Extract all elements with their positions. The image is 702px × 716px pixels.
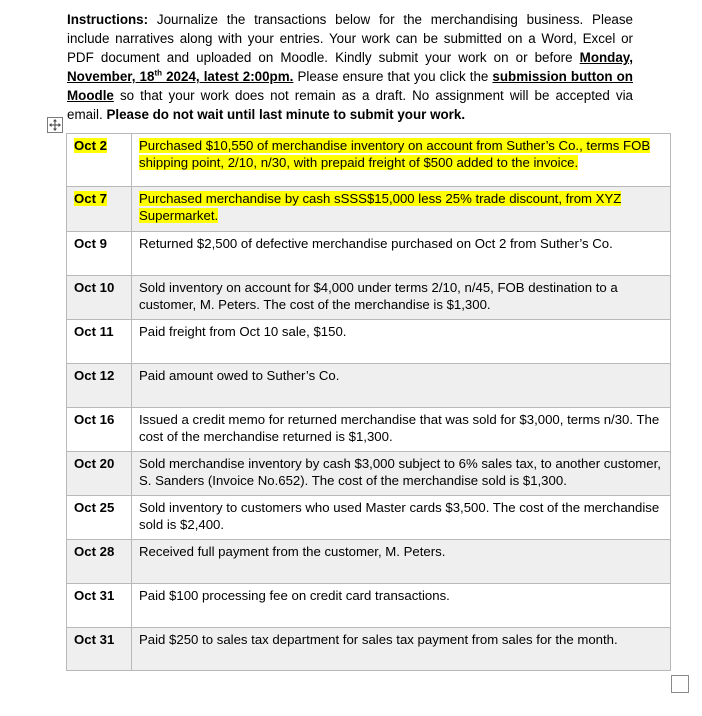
transaction-description	[132, 232, 671, 276]
transaction-description-text: Issued a credit memo for returned merchandise that was sold for $3,000, terms n/30. The cost of the merchandise returned is $1,300.	[139, 412, 660, 444]
transaction-row	[67, 584, 671, 628]
transaction-description	[132, 628, 671, 671]
transaction-description-text: Sold inventory to customers who used Master cards $3,500. The cost of the merchandise sold is $2,400.	[139, 500, 660, 532]
transaction-description	[132, 320, 671, 364]
transaction-row	[67, 187, 671, 232]
move-arrows-icon	[48, 118, 62, 132]
transaction-date	[67, 187, 132, 232]
transaction-description	[132, 276, 671, 320]
transaction-date-text: Oct 12	[74, 368, 115, 383]
transaction-description	[132, 187, 671, 232]
transaction-row	[67, 232, 671, 276]
transaction-row	[67, 320, 671, 364]
transaction-description	[132, 364, 671, 408]
transaction-date	[67, 452, 132, 496]
transaction-description-text: Sold merchandise inventory by cash $3,000 subject to 6% sales tax, to another customer, S. Sanders (Invoice No.652). The cost of the merchandise sold is $1,300.	[139, 456, 661, 488]
transaction-description-text: Paid $100 processing fee on credit card transactions.	[139, 588, 450, 603]
transactions-table	[66, 133, 671, 671]
transaction-row	[67, 452, 671, 496]
deadline-suffix: th	[154, 68, 163, 78]
transaction-description-text: Purchased $10,550 of merchandise inventory on account from Suther’s Co., terms FOB shipping point, 2/10, n/30, with prepaid freight of $500 added to the invoice.	[139, 138, 651, 170]
table-resize-icon[interactable]	[671, 675, 689, 693]
transaction-description-text: Paid freight from Oct 10 sale, $150.	[139, 324, 347, 339]
deadline-rest: 2024, latest 2:00pm.	[162, 69, 294, 84]
transaction-description-text: Paid amount owed to Suther’s Co.	[139, 368, 340, 383]
transaction-description	[132, 452, 671, 496]
transaction-date-text: Oct 11	[74, 324, 114, 339]
transaction-row	[67, 628, 671, 671]
instructions-text	[67, 10, 633, 124]
transaction-description-text: Paid $250 to sales tax department for sales tax payment from sales for the month.	[139, 632, 618, 647]
transaction-date-text: Oct 10	[74, 280, 115, 295]
deadline-day: Monday, November, 18	[67, 50, 633, 84]
transaction-description	[132, 134, 671, 187]
instructions-text-2: Please ensure that you click the	[293, 69, 493, 84]
transaction-date	[67, 364, 132, 408]
transaction-date	[67, 320, 132, 364]
transaction-date-text: Oct 28	[74, 544, 115, 559]
transaction-date-text: Oct 7	[74, 191, 107, 206]
transaction-description	[132, 540, 671, 584]
transaction-description-text: Returned $2,500 of defective merchandise purchased on Oct 2 from Suther’s Co.	[139, 236, 613, 251]
warning-text: Please do not wait until last minute to submit your work.	[106, 107, 466, 122]
transaction-description	[132, 496, 671, 540]
transaction-date-text: Oct 20	[74, 456, 115, 471]
transaction-description-text: Sold inventory on account for $4,000 under terms 2/10, n/45, FOB destination to a customer, M. Peters. The cost of the merchandise is $1,300.	[139, 280, 618, 312]
transaction-date	[67, 276, 132, 320]
transaction-row	[67, 540, 671, 584]
table-move-icon[interactable]	[47, 117, 63, 133]
instructions-paragraph	[67, 10, 633, 124]
transaction-date	[67, 134, 132, 187]
transaction-row	[67, 408, 671, 452]
transaction-row	[67, 496, 671, 540]
transaction-date	[67, 584, 132, 628]
transaction-date-text: Oct 25	[74, 500, 115, 515]
instructions-text-1: Journalize the transactions below for the merchandising business. Please include narratives along with your entries. Your work can be submitted on a Word, Excel or PDF document and uploaded on Moodle. Kindly submit your work on or before	[67, 12, 633, 65]
transaction-description	[132, 408, 671, 452]
transaction-date	[67, 540, 132, 584]
transaction-description-text: Received full payment from the customer, M. Peters.	[139, 544, 446, 559]
transaction-date-text: Oct 16	[74, 412, 115, 427]
transaction-date-text: Oct 2	[74, 138, 107, 153]
transaction-date	[67, 408, 132, 452]
transaction-date-text: Oct 31	[74, 632, 115, 647]
transaction-date	[67, 232, 132, 276]
instructions-text-3: so that your work does not remain as a draft. No assignment will be accepted via email.	[67, 88, 633, 122]
transaction-description	[132, 584, 671, 628]
transaction-date	[67, 628, 132, 671]
instructions-label: Instructions:	[67, 12, 149, 27]
transaction-description-text: Purchased merchandise by cash sSSS$15,000 less 25% trade discount, from XYZ Supermarket.	[139, 191, 622, 223]
transaction-date-text: Oct 31	[74, 588, 115, 603]
submission-button-text: submission button on Moodle	[67, 69, 633, 103]
transaction-row	[67, 134, 671, 187]
transaction-date	[67, 496, 132, 540]
transaction-row	[67, 276, 671, 320]
transaction-row	[67, 364, 671, 408]
transaction-date-text: Oct 9	[74, 236, 107, 251]
